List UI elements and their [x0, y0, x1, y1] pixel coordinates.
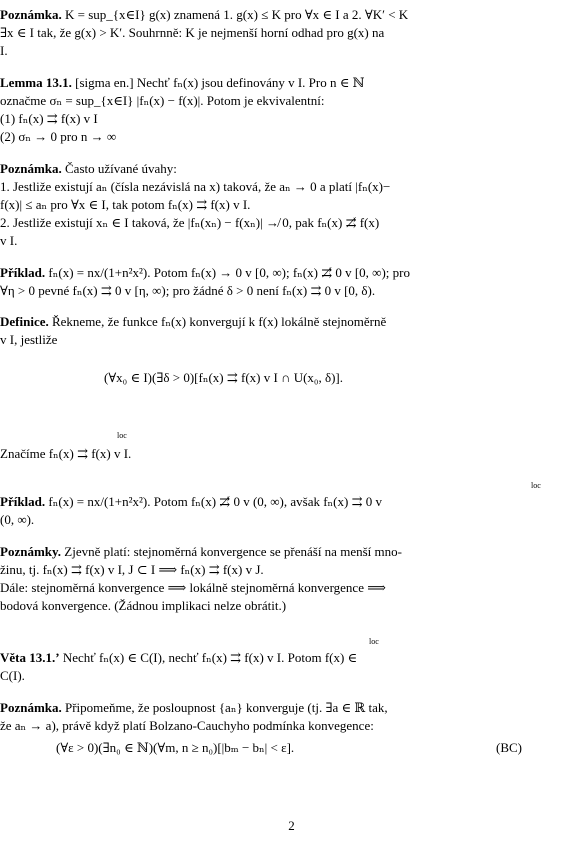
text-line: Poznámka. Připomeňme, že posloupnost {aₙ} konverguje (tj. ∃a ∈ ℝ tak, [0, 700, 388, 715]
text-line: 1. Jestliže existují aₙ (čísla nezávislá na x) taková, že aₙ → 0 a platí |fₙ(x)− [0, 179, 391, 194]
loc-label: loc [117, 431, 127, 440]
text-line: označme σₙ = sup_{x∈I} |fₙ(x) − f(x)|. Potom je ekvivalentní: [0, 93, 325, 108]
loc-label: loc [369, 637, 379, 646]
text-line: (0, ∞). [0, 512, 35, 527]
text-line: Definice. Řekneme, že funkce fₙ(x) konvergují k f(x) lokálně stejnoměrně [0, 314, 387, 329]
page-number: 2 [288, 818, 295, 833]
bc-tag: (BC) [496, 740, 522, 755]
text-line: ∀η > 0 pevné fₙ(x) ⇉ 0 v [η, ∞); pro žádné δ > 0 není fₙ(x) ⇉ 0 v [0, δ). [0, 283, 376, 298]
text-line: Lemma 13.1. [sigma en.] Nechť fₙ(x) jsou definovány v I. Pro n ∈ ℕ [0, 75, 365, 90]
loc-label: loc [531, 481, 541, 490]
text-line: (1) fₙ(x) ⇉ f(x) v I [0, 111, 98, 126]
text-line: C(I). [0, 668, 25, 683]
text-line: Poznámka. K = sup_{x∈I} g(x) znamená 1. g(x) ≤ K pro ∀x ∈ I a 2. ∀K′ < K [0, 7, 409, 22]
text-line: Dále: stejnoměrná konvergence ⟹ lokálně stejnoměrná konvergence ⟹ [0, 580, 386, 595]
text-line: v I. [0, 233, 18, 248]
text-line: Příklad. fₙ(x) = nx/(1+n²x²). Potom fₙ(x) ⇉̸ 0 v (0, ∞), avšak fₙ(x) ⇉ 0 v [0, 494, 382, 509]
text-line: v I, jestliže [0, 332, 58, 347]
text-line: (2) σₙ → 0 pro n → ∞ [0, 129, 117, 144]
text-line: žinu, tj. fₙ(x) ⇉ f(x) v I, J ⊂ I ⟹ fₙ(x) ⇉ f(x) v J. [0, 562, 264, 577]
text-line: Příklad. fₙ(x) = nx/(1+n²x²). Potom fₙ(x) → 0 v [0, ∞); fₙ(x) ⇉̸ 0 v [0, ∞); pro [0, 265, 410, 280]
text-line: že aₙ → a), právě když platí Bolzano-Cauchyho podmínka konvegence: [0, 718, 374, 733]
text-line: Poznámky. Zjevně platí: stejnoměrná konvergence se přenáší na menší mno- [0, 544, 402, 559]
text-line: f(x)| ≤ aₙ pro ∀x ∈ I, tak potom fₙ(x) ⇉ f(x) v I. [0, 197, 251, 212]
bc-equation: (∀ε > 0)(∃n₀ ∈ ℕ)(∀m, n ≥ n₀)[|bₘ − bₙ| < ε]. [56, 740, 295, 755]
text-line: Poznámka. Často užívané úvahy: [0, 161, 177, 176]
text-line: ∃x ∈ I tak, že g(x) > K′. Souhrnně: K je nejmenší horní odhad pro g(x) na [0, 25, 385, 40]
text-line: bodová konvergence. (Žádnou implikaci nelze obrátit.) [0, 598, 287, 613]
definition-equation: (∀x₀ ∈ I)(∃δ > 0)[fₙ(x) ⇉ f(x) v I ∩ U(x₀, δ)]. [104, 370, 343, 385]
text-line: 2. Jestliže existují xₙ ∈ I taková, že |fₙ(xₙ) − f(xₙ)| ↛ 0, pak fₙ(x) ⇉̸ f(x) [0, 215, 380, 230]
text-line: I. [0, 43, 8, 58]
text-line: Značíme fₙ(x) ⇉ f(x) v I. [0, 446, 132, 461]
text-line: Věta 13.1.’ Nechť fₙ(x) ∈ C(I), nechť fₙ(x) ⇉ f(x) v I. Potom f(x) ∈ [0, 650, 358, 665]
